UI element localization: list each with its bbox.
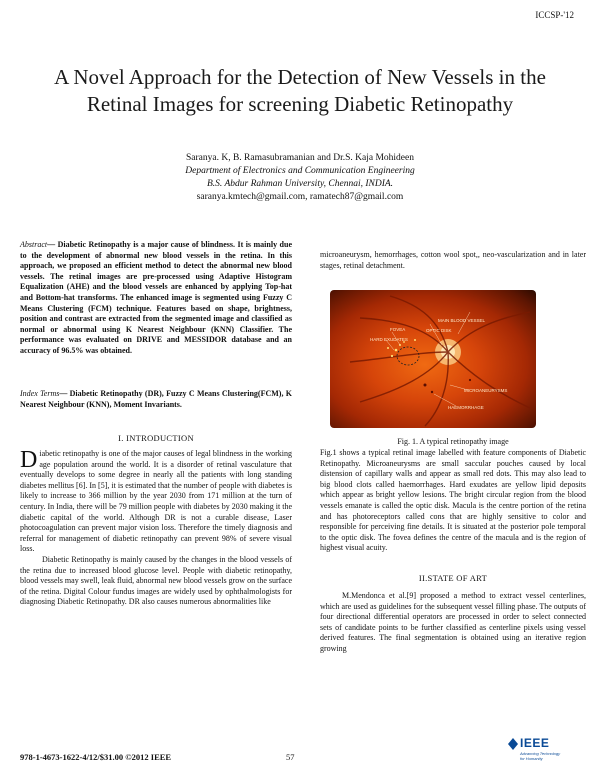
ieee-logo <box>508 736 574 766</box>
label-haemorrhage: HAEMORRHAGE <box>448 405 484 410</box>
introduction-body <box>20 449 292 608</box>
intro-para-1: iabetic retinopathy is one of the major causes of legal blindness in the working age population around the world. It is a disorder of retinal vasculature that eventually develops to some degree in nearly all the patients with long standing diabetes mellitus [6]. In [5], it is estimated that the number of people with diabetes is likely to increase to 366 million by the year 2030 from 171 million at the turn of century. In India, there will be 79 million people with diabetes by 2030 making it the diabetic capital of the world. Although DR is not a curable disease, Laser photocoagulation can prevent major vision loss. Therefore the timely diagnosis and referral for management of diabetic retinopathy can prevent 98% of severe visual loss. <box>20 449 292 554</box>
label-microaneurysms: MICROANEURYSMS <box>464 388 508 393</box>
abstract <box>20 240 292 357</box>
index-terms <box>20 389 292 410</box>
author-emails: saranya.kmtech@gmail.com, ramatech87@gmail.com <box>196 192 404 202</box>
footer-isbn: 978-1-4673-1622-4/12/$31.00 ©2012 IEEE <box>20 752 172 762</box>
abstract-text: — Diabetic Retinopathy is a major cause of blindness. It is mainly due to the development of abnormal new blood vessels in the retina. In this approach, we proposed an efficient method to detect the abnormal new blood vessels. The retinal images are pre-processed using Adaptive Histogram Equalization (AHE) and the blood vessels are enhanced by applying Top-hat and Bottom-hat transforms. The enhanced image is segmented using Fuzzy C Means Clustering (FCM) technique. Features based on shape, brightness, position and contrast are extracted from the segmented image and classified as normal or abnormal using K Nearest Neighbour (KNN) Classifier. The performance was evaluated on DRIVE and MESSIDOR database and an accuracy of 96.5% was obtained. <box>20 240 292 355</box>
author-university: B.S. Abdur Rahman University, Chennai, INDIA. <box>206 179 394 189</box>
figure-description: Fig.1 shows a typical retinal image labelled with feature components of Diabetic Retinopathy. Microaneurysms are small saccular pouches caused by local distension of capillary walls and appear as small red dots. This may also lead to big blood clots called haemorrhages. Hard exudates are yellow lipid deposits which appear as bright yellow lesions. The bright circular region from the blood vessels emanate is called the optic disk. Macula is the centre portion of the retina and has photoreceptors called cons that are highly sensitive to color and responsible for perceiving fine details. It is situated at the posterior pole temporal to the optic disk. The fovea defines the centre of the macula and is the region of highest visual acuity. <box>320 448 586 553</box>
conference-tag: ICCSP-'12 <box>535 10 574 20</box>
retina-vessels <box>330 290 536 428</box>
retinopathy-figure <box>330 290 536 428</box>
abstract-lead: Abstract <box>20 240 48 249</box>
intro-para-2: Diabetic Retinopathy is mainly caused by the changes in the blood vessels of the retina due to increased blood glucose level. People with diabetic retinopathy, blood vessels may swell, leak fluid, abnormal new blood vessels grow on the surface of the retina. Digital Colour fundus images are widely used by ophthalmologists for diagnosing Diabetic Retinopathy. DR also causes numerous abnormalities like <box>20 554 292 607</box>
ieee-diamond-icon <box>508 738 518 750</box>
state-of-art-heading: II.STATE OF ART <box>418 573 488 583</box>
label-fovea: FOVEA <box>390 327 406 332</box>
introduction-heading: I. INTRODUCTION <box>118 433 194 443</box>
label-hard-exudates: HARD EXUDATES <box>370 337 408 342</box>
right-continuation: microaneurysm, hemorrhages, cotton wool spot,, neo-vascularization and in later stages, retinal detachment. <box>320 250 586 270</box>
dropcap: D <box>20 447 38 473</box>
paper-title: A Novel Approach for the Detection of New Vessels in the Retinal Images for screening Diabetic Retinopathy <box>54 65 546 116</box>
index-terms-lead: Index Terms <box>20 389 60 398</box>
index-terms-text: — Diabetic Retinopathy (DR), Fuzzy C Means Clustering(FCM), K Nearest Neighbour (KNN), Moment Invariants. <box>20 389 292 409</box>
ieee-logo-text: IEEE <box>520 736 550 750</box>
page-number: 57 <box>286 752 295 762</box>
author-names: Saranya. K, B. Ramasubramanian and Dr.S. Kaja Mohideen <box>186 153 414 163</box>
ieee-tagline: Advancing Technology for Humanity <box>520 751 561 761</box>
label-optic-disk: OPTIC DISK <box>426 328 452 333</box>
label-main-blood-vessel: MAIN BLOOD VESSEL <box>438 318 486 323</box>
figure-caption: Fig. 1. A typical retinopathy image <box>397 437 509 446</box>
author-block <box>40 152 560 204</box>
author-department: Department of Electronics and Communication Engineering <box>185 166 415 176</box>
state-of-art-body: M.Mendonca et al.[9] proposed a method to extract vessel centerlines, which are used as guidelines for the subsequent vessel filling phase. The outputs of four directional differential operators are processed in order to select connected sets of candidate points to be further classified as centerline pixels using vessel derived features. The final segmentation is obtained using an iterative region growing <box>320 591 587 653</box>
